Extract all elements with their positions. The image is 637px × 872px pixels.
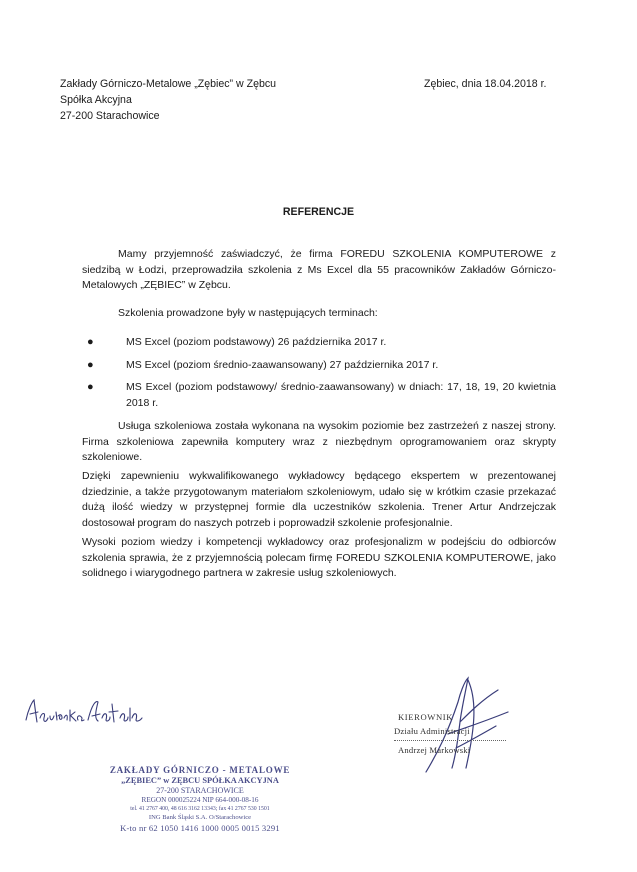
bullet-icon: ●	[87, 358, 94, 371]
signature-role: KIEROWNIK	[398, 712, 454, 722]
bullet-icon: ●	[87, 381, 94, 393]
list-item: ● MS Excel (poziom średnio-zaawansowany) 27 października 2017 r.	[82, 358, 556, 374]
sender-company-type: Spółka Akcyjna	[60, 94, 132, 106]
stamp-line-phone: tel. 41 2767 400, 48 616 3162 13343; fax 41 2767 530 1501	[130, 806, 270, 812]
paragraph-service-quality: Usługa szkoleniowa została wykonana na wysokim poziomie bez zastrzeżeń z naszej strony. Firma szkoleniowa zapewniła komputery wraz z niezbędnym oprogramowaniem oraz skrypty szkoleniowe.	[82, 420, 556, 464]
signature-divider	[394, 740, 506, 741]
company-stamp	[80, 765, 320, 833]
paragraph-trainer: Dzięki zapewnieniu wykwalifikowanego wykładowcy będącego ekspertem w prezentowanej dziedzinie, a także przygotowanym materiałom szkoleniowym, udało się w krótkim czasie przekazać dużą ilość wiedzy w przystępnej formie dla uczestników szkolenia. Trener Artur Andrzejczak dostosował program do naszych potrzeb i poprowadził szkolenie profesjonalnie.	[82, 470, 556, 529]
stamp-line-address: 27-200 STARACHOWICE	[156, 786, 244, 795]
stamp-line-company: ZAKŁADY GÓRNICZO - METALOWE	[109, 765, 291, 775]
stamp-line-bank: ING Bank Śląski S.A. O/Starachowice	[148, 814, 252, 821]
signature-name: Andrzej Markowski	[398, 745, 471, 755]
list-item: ● MS Excel (poziom podstawowy) 26 października 2017 r.	[82, 335, 556, 351]
paragraph-intro: Mamy przyjemność zaświadczyć, że firma FOREDU SZKOLENIA KOMPUTEROWE z siedzibą w Łodzi, przeprowadziła szkolenia z Ms Excel dla 55 pracowników Zakładów Górniczo- Metalowych „ZĘBIEC” w Zębcu.	[82, 248, 556, 292]
sender-address: 27-200 Starachowice	[60, 110, 160, 122]
bullet-icon: ●	[87, 336, 94, 348]
stamp-line-account: K-to nr 62 1050 1416 1000 0005 0015 3291	[120, 823, 280, 833]
handwritten-note	[22, 690, 152, 730]
paragraph-terms-intro: Szkolenia prowadzone były w następujących terminach:	[118, 307, 378, 319]
paragraph-recommendation: Wysoki poziom wiedzy i kompetencji wykładowcy oraz profesjonalizm w podejściu do odbiorców szkolenia sprawia, że z przyjemnością polecam firmę FOREDU SZKOLENIA KOMPUTEROWE, jako solidnego i wiarygodnego partnera w zakresie usług szkoleniowych.	[82, 536, 556, 580]
training-dates-list	[82, 335, 556, 418]
stamp-line-company-name: „ZĘBIEC” w ZĘBCU SPÓŁKA AKCYJNA	[121, 776, 279, 785]
document-title: REFERENCJE	[282, 206, 355, 218]
sender-block	[60, 76, 276, 124]
list-item: ● MS Excel (poziom podstawowy/ średnio-zaawansowany) w dniach: 17, 18, 19, 20 kwietnia 2018 r.	[87, 381, 556, 409]
sender-company: Zakłady Górniczo-Metalowe „Zębiec” w Zębcu	[60, 78, 277, 90]
handwritten-note-drawing	[22, 690, 152, 730]
date-line: Zębiec, dnia 18.04.2018 r.	[424, 78, 547, 90]
signature-department: Działu Administracji	[394, 726, 470, 736]
stamp-line-regon: REGON 000025224 NIP 664-000-08-16	[141, 796, 259, 804]
